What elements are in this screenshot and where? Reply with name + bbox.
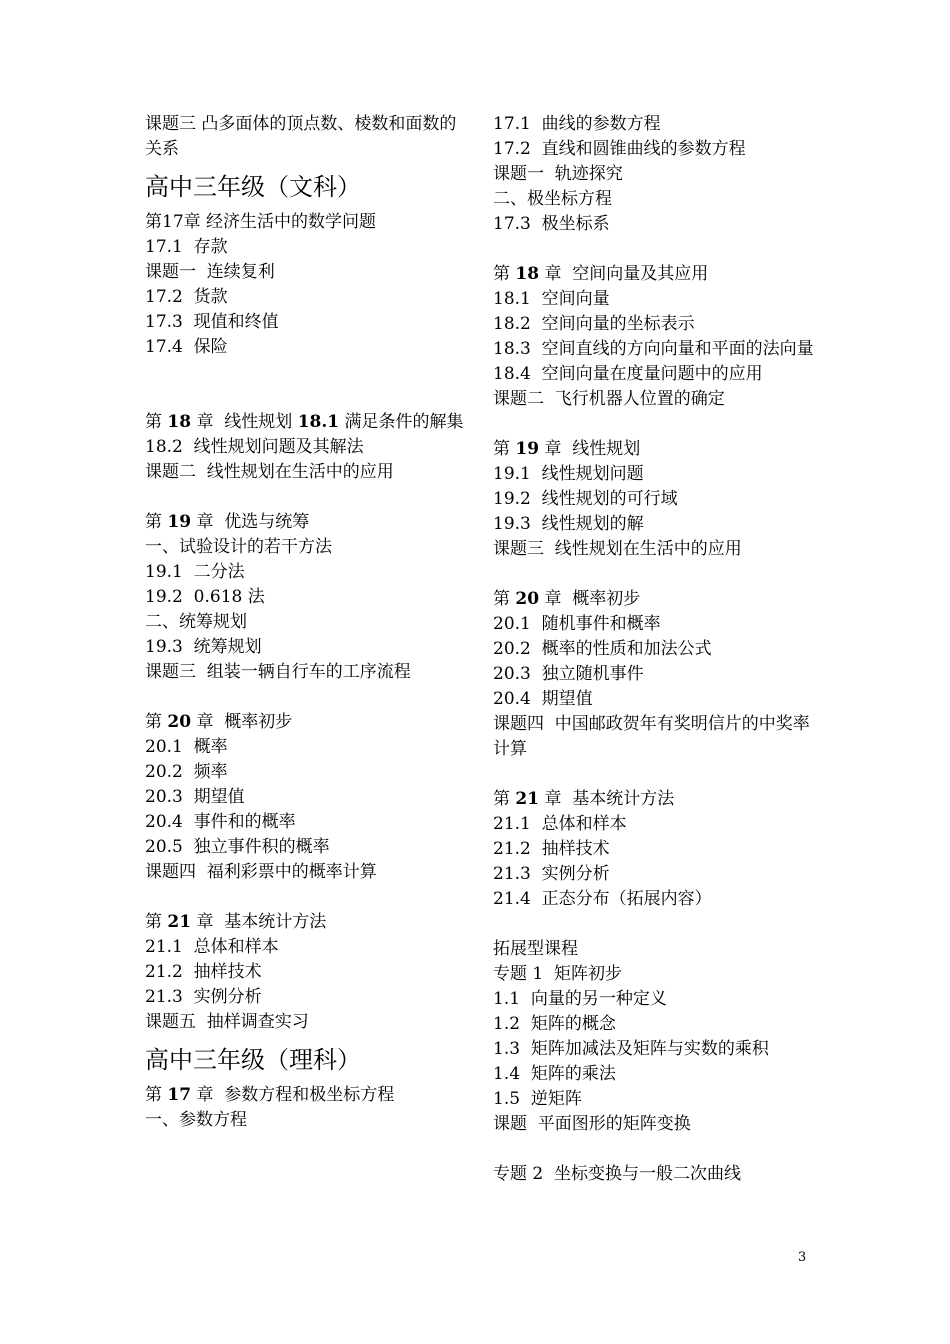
toc-line: 21.2 抽样技术	[145, 962, 262, 982]
blank-line	[145, 885, 470, 910]
toc-line: 20.4 事件和的概率	[145, 812, 296, 832]
toc-line: 19.2 0.618 法	[145, 587, 265, 607]
toc-line: 课题四 中国邮政贺年有奖明信片的中奖率计算	[493, 714, 810, 759]
chapter-title	[145, 410, 470, 435]
chapter-title	[493, 587, 818, 612]
chapter-prefix: 第	[145, 912, 168, 932]
toc-line: 20.2 频率	[145, 762, 228, 782]
toc-line: 21.1 总体和样本	[145, 937, 279, 957]
section-heading: 高中三年级（理科）	[145, 1046, 361, 1074]
chapter-prefix: 第	[493, 439, 516, 459]
toc-line: 课题二 线性规划在生活中的应用	[145, 462, 394, 482]
blank-line	[145, 485, 470, 510]
chapter-number: 17	[167, 1085, 192, 1105]
toc-line: 专题 2 坐标变换与一般二次曲线	[493, 1164, 742, 1184]
chapter-name: 章 线性规划	[191, 412, 298, 432]
blank-line	[493, 762, 818, 787]
chapter-name: 章 基本统计方法	[191, 912, 327, 932]
toc-line: 19.2 线性规划的可行域	[493, 489, 678, 509]
toc-line: 18.2 空间向量的坐标表示	[493, 314, 695, 334]
toc-line: 课题一 连续复利	[145, 262, 275, 282]
toc-line: 课题三 凸多面体的顶点数、棱数和面数的关系	[145, 114, 457, 159]
toc-line: 21.4 正态分布（拓展内容）	[493, 889, 712, 909]
chapter-number: 21	[167, 912, 192, 932]
chapter-prefix: 第	[493, 589, 516, 609]
toc-line: 17.2 货款	[145, 287, 228, 307]
left-column	[145, 112, 470, 1133]
toc-line: 1.5 逆矩阵	[493, 1089, 582, 1109]
toc-line: 课题三 组装一辆自行车的工序流程	[145, 662, 411, 682]
toc-line: 17.1 存款	[145, 237, 228, 257]
chapter-number: 20	[515, 589, 540, 609]
toc-line: 专题 1 矩阵初步	[493, 964, 623, 984]
toc-line: 20.3 独立随机事件	[493, 664, 644, 684]
toc-line: 18.2 线性规划问题及其解法	[145, 437, 364, 457]
page-number: 3	[798, 1250, 807, 1265]
blank-line	[493, 412, 818, 437]
chapter-title	[493, 262, 818, 287]
toc-line: 21.3 实例分析	[145, 987, 262, 1007]
chapter-number: 21	[515, 789, 540, 809]
chapter-title	[493, 787, 818, 812]
toc-line: 20.1 随机事件和概率	[493, 614, 661, 634]
toc-line: 1.1 向量的另一种定义	[493, 989, 667, 1009]
toc-line: 21.3 实例分析	[493, 864, 610, 884]
chapter-title	[145, 910, 470, 935]
section-heading: 高中三年级（文科）	[145, 173, 361, 201]
toc-line: 二、极坐标方程	[493, 189, 612, 209]
toc-line: 18.4 空间向量在度量问题中的应用	[493, 364, 763, 384]
chapter-prefix: 第	[145, 712, 168, 732]
chapter-title	[145, 710, 470, 735]
chapter-prefix: 第	[493, 789, 516, 809]
toc-line: 1.4 矩阵的乘法	[493, 1064, 616, 1084]
chapter-prefix: 第	[493, 264, 516, 284]
toc-line: 21.2 抽样技术	[493, 839, 610, 859]
blank-line	[145, 385, 470, 410]
toc-line: 课题五 抽样调查实习	[145, 1012, 309, 1032]
chapter-name: 章 参数方程和极坐标方程	[191, 1085, 395, 1105]
toc-line: 17.1 曲线的参数方程	[493, 114, 661, 134]
toc-line: 20.2 概率的性质和加法公式	[493, 639, 712, 659]
chapter-number: 19	[515, 439, 540, 459]
blank-line	[493, 1137, 818, 1162]
toc-line: 20.4 期望值	[493, 689, 593, 709]
right-column	[493, 112, 818, 1187]
chapter-prefix: 第	[145, 1085, 168, 1105]
toc-line: 19.1 线性规划问题	[493, 464, 644, 484]
toc-line: 第17章 经济生活中的数学问题	[145, 212, 377, 232]
toc-line: 一、参数方程	[145, 1110, 247, 1130]
chapter-title	[493, 437, 818, 462]
chapter-prefix: 第	[145, 512, 168, 532]
blank-line	[145, 685, 470, 710]
chapter-title	[145, 510, 470, 535]
toc-line: 17.3 现值和终值	[145, 312, 279, 332]
chapter-name: 章 基本统计方法	[539, 789, 675, 809]
toc-line: 课题二 飞行机器人位置的确定	[493, 389, 725, 409]
toc-line: 二、统筹规划	[145, 612, 247, 632]
chapter-name: 章 优选与统筹	[191, 512, 310, 532]
section-number: 18.1	[297, 412, 340, 432]
chapter-number: 19	[167, 512, 192, 532]
blank-line	[493, 562, 818, 587]
blank-line	[145, 360, 470, 385]
toc-line: 课题三 线性规划在生活中的应用	[493, 539, 742, 559]
chapter-number: 18	[515, 264, 540, 284]
chapter-name: 章 空间向量及其应用	[539, 264, 709, 284]
chapter-prefix: 第	[145, 412, 168, 432]
toc-line: 19.3 统筹规划	[145, 637, 262, 657]
toc-line: 1.3 矩阵加减法及矩阵与实数的乘积	[493, 1039, 769, 1059]
toc-line: 课题 平面图形的矩阵变换	[493, 1114, 691, 1134]
chapter-name: 章 概率初步	[191, 712, 293, 732]
toc-line: 17.2 直线和圆锥曲线的参数方程	[493, 139, 746, 159]
toc-line: 课题四 福利彩票中的概率计算	[145, 862, 377, 882]
toc-line: 20.3 期望值	[145, 787, 245, 807]
section-name: 满足条件的解集	[339, 412, 464, 432]
blank-line	[493, 912, 818, 937]
chapter-number: 18	[167, 412, 192, 432]
toc-line: 18.1 空间向量	[493, 289, 610, 309]
chapter-title	[145, 1083, 470, 1108]
toc-line: 1.2 矩阵的概念	[493, 1014, 616, 1034]
toc-line: 一、试验设计的若干方法	[145, 537, 332, 557]
toc-line: 21.1 总体和样本	[493, 814, 627, 834]
blank-line	[493, 237, 818, 262]
toc-line: 课题一 轨迹探究	[493, 164, 623, 184]
chapter-name: 章 线性规划	[539, 439, 641, 459]
toc-line: 19.3 线性规划的解	[493, 514, 644, 534]
chapter-number: 20	[167, 712, 192, 732]
toc-line: 拓展型课程	[493, 939, 578, 959]
toc-line: 20.1 概率	[145, 737, 228, 757]
toc-line: 17.3 极坐标系	[493, 214, 610, 234]
toc-line: 19.1 二分法	[145, 562, 245, 582]
toc-line: 18.3 空间直线的方向向量和平面的法向量	[493, 339, 814, 359]
chapter-name: 章 概率初步	[539, 589, 641, 609]
toc-line: 17.4 保险	[145, 337, 228, 357]
toc-line: 20.5 独立事件积的概率	[145, 837, 330, 857]
